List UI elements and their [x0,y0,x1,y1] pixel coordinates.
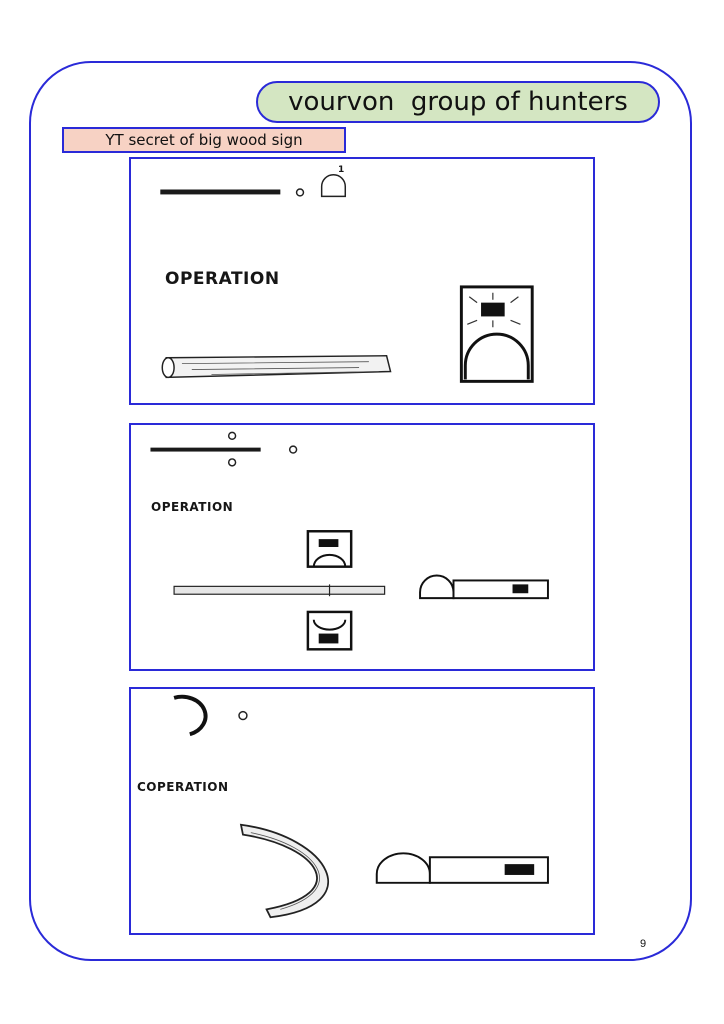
crescent-sign [174,697,205,735]
document-title: vourvon group of hunters [256,81,660,123]
illustration-panel-3 [129,687,595,935]
long-stroke-sign [160,190,280,195]
panel-2-drawing [131,425,593,669]
dot-sign [297,189,304,196]
dome-box-sign [420,576,548,599]
illustration-panel-1 [129,157,595,405]
dome-sign [322,175,346,197]
operation-label: COPERATION [137,780,229,794]
box-sign-bottom [308,612,351,649]
illustration-panel-2 [129,423,595,671]
dot-sign-right [290,446,297,453]
panel-3-drawing [131,689,593,933]
page-number: 9 [640,938,647,950]
dot-sign-top [229,432,236,439]
dome-box-sign [377,853,548,883]
curved-log [241,825,328,917]
dot-sign [239,712,247,720]
section-subtitle: YT secret of big wood sign [62,127,346,153]
box-sign-top [308,531,351,566]
operation-label: OPERATION [165,269,280,289]
wood-log [162,356,390,378]
long-stroke-sign [150,448,260,452]
horizontal-stick [174,584,385,596]
operation-label: OPERATION [151,500,234,514]
box-sign [461,287,532,381]
sign-number-label: 1 [338,165,345,175]
dot-sign-bottom [229,459,236,466]
